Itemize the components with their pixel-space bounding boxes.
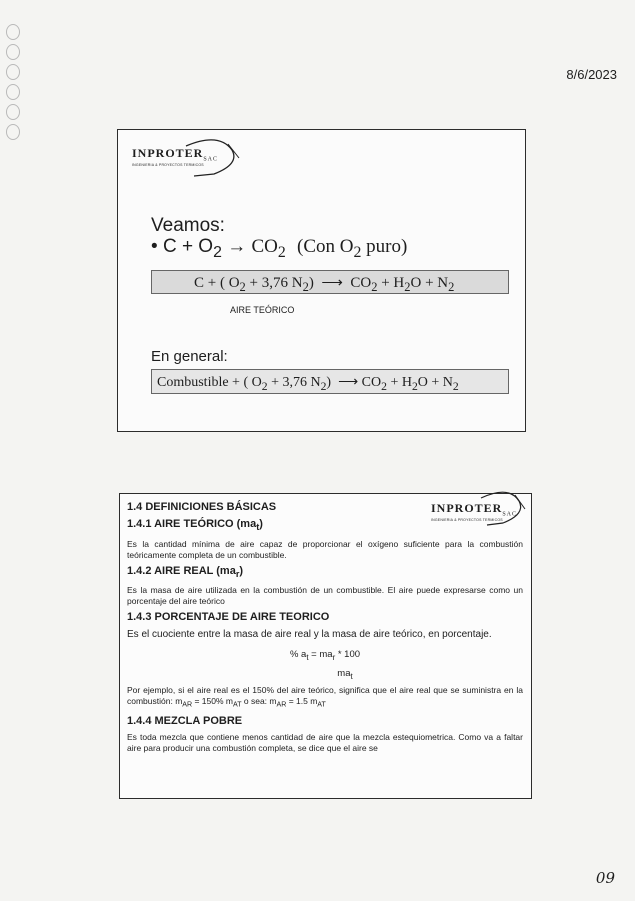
paragraph-aire-teorico: Es la cantidad mínima de aire capaz de proporcionar el oxígeno suficiente para la combustión teóricamente completa de un combustible. (127, 539, 523, 561)
slide-combustion-equations (117, 129, 526, 432)
binder-hole (6, 104, 20, 120)
paragraph-aire-real: Es la masa de aire utilizada en la combustión de un combustible. El aire puede expresarse como un porcentaje del aire teórico (127, 585, 523, 607)
theoretical-air-equation: C + ( $O_2 + 3,76$ $N_2$) ⟶ $CO_2 + H_2O + N_2$ (151, 270, 509, 294)
en-general-heading: En general: (151, 348, 228, 365)
slide-definitions (119, 493, 532, 799)
pure-oxygen-note: (Con $O_2$ puro) (297, 236, 408, 261)
definitions-text (127, 502, 523, 754)
reaction-pure-o2: • $C + O_2 \to CO_2$ (Con $O_2$ puro) (151, 236, 408, 261)
formula-denominator: $ma_t$ (337, 668, 353, 682)
binder-hole (6, 84, 20, 100)
binder-holes (4, 20, 22, 880)
general-combustion-equation: Combustible + ( $O_2 + 3,76$ $N_2$) ⟶ $CO_2 + H_2O + N_2$ (151, 369, 509, 394)
veamos-heading: Veamos: (151, 215, 225, 236)
binder-hole (6, 124, 20, 140)
page-number: 09 (595, 869, 615, 887)
binder-hole (6, 44, 20, 60)
binder-hole (6, 24, 20, 40)
percent-air-formula: % $a_t = ma_r * 100$ (289, 649, 361, 663)
example-paragraph: Por ejemplo, si el aire real es el 150% del aire teórico, significa que el aire real que se suministra en la combustión: $m_{AR} = 150\%$ $m_{AT}$ o sea: $m_{AR} = 1.5$ $m_{AT}$ (127, 685, 523, 709)
page-date: 8/6/2023 (566, 67, 617, 82)
paragraph-porcentaje-aire: Es el cuociente entre la masa de aire real y la masa de aire teórico, en porcentaje. (127, 629, 492, 641)
heading-aire-real: 1.4.2 AIRE REAL $(ma_r)$ (127, 565, 244, 580)
heading-aire-teorico: 1.4.1 AIRE TEÓRICO $(ma_t)$ (127, 518, 263, 533)
heading-porcentaje-aire: 1.4.3 PORCENTAJE DE AIRE TEORICO (127, 611, 330, 624)
aire-teorico-label: AIRE TEÓRICO (230, 305, 295, 315)
binder-hole (6, 64, 20, 80)
logo-swoosh-icon (184, 136, 244, 178)
heading-mezcla-pobre: 1.4.4 MEZCLA POBRE (127, 714, 243, 727)
section-title: 1.4 DEFINICIONES BÁSICAS (127, 501, 277, 513)
inproter-logo: $INPROTER_{SAC}$ INGENIERIA & PROYECTOS TERMICOS (132, 146, 218, 167)
inproter-logo: $INPROTER_{SAC}$ INGENIERIA & PROYECTOS TERMICOS (431, 501, 517, 522)
paragraph-mezcla-pobre: Es toda mezcla que contiene menos cantidad de aire que la mezcla estequiometrica. Como va a faltar aire para producir una combustión completa, se dice que el aire se (127, 731, 523, 753)
